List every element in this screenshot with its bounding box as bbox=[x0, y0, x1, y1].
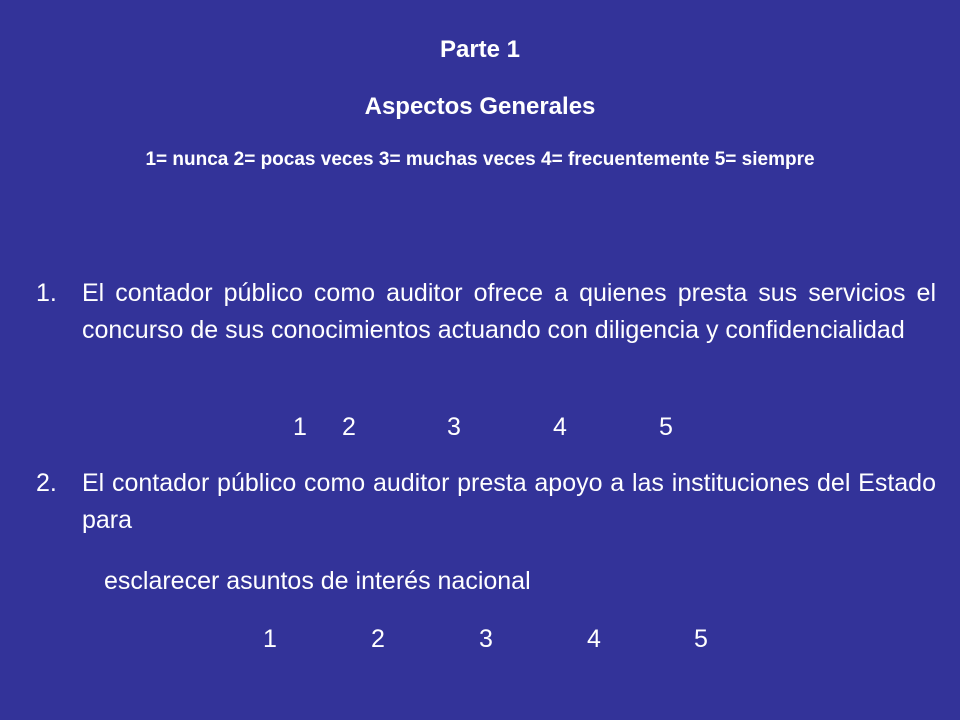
question-1 bbox=[36, 275, 936, 349]
question-text: El contador público como auditor ofrece a quienes presta sus servicios el concurso de sus conocimientos actuando con diligencia y confidencialidad bbox=[82, 279, 936, 344]
question-number: 1. bbox=[36, 279, 57, 307]
rating-option-1[interactable]: 1 bbox=[263, 625, 277, 653]
rating-option-1[interactable]: 1 bbox=[293, 413, 307, 441]
rating-option-5[interactable]: 5 bbox=[694, 625, 708, 653]
rating-option-5[interactable]: 5 bbox=[659, 413, 673, 441]
rating-option-4[interactable]: 4 bbox=[587, 625, 601, 653]
scale-legend: 1= nunca 2= pocas veces 3= muchas veces 4= frecuentemente 5= siempre bbox=[145, 149, 815, 170]
rating-option-3[interactable]: 3 bbox=[447, 413, 461, 441]
rating-scale-question-2 bbox=[0, 619, 960, 659]
question-text: El contador público como auditor presta apoyo a las instituciones del Estado para bbox=[82, 469, 936, 534]
rating-option-2[interactable]: 2 bbox=[342, 413, 356, 441]
rating-option-4[interactable]: 4 bbox=[553, 413, 567, 441]
section-title: Aspectos Generales bbox=[364, 93, 596, 120]
part-title: Parte 1 bbox=[439, 36, 521, 63]
question-text-continuation: esclarecer asuntos de interés nacional bbox=[104, 567, 531, 595]
question-2 bbox=[36, 465, 936, 539]
rating-scale-question-1 bbox=[0, 407, 960, 447]
rating-option-3[interactable]: 3 bbox=[479, 625, 493, 653]
question-number: 2. bbox=[36, 469, 57, 497]
rating-option-2[interactable]: 2 bbox=[371, 625, 385, 653]
